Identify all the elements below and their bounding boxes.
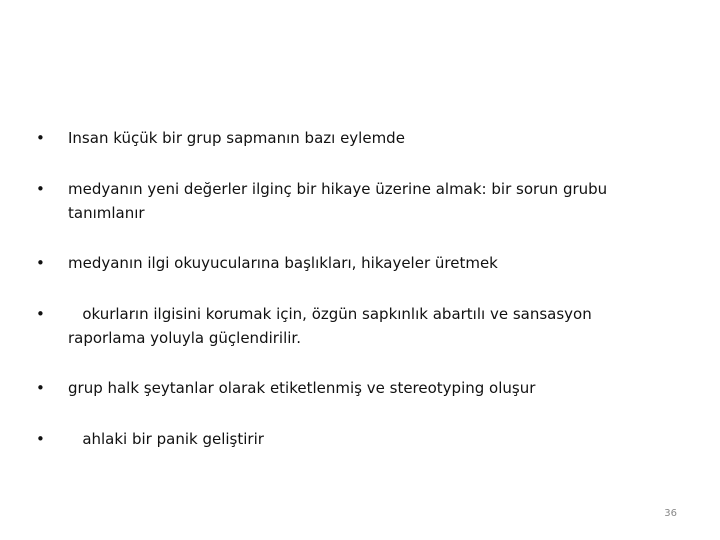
bullet-icon: •: [36, 305, 45, 323]
bullet-item: [36, 177, 636, 225]
page-number: 36: [664, 508, 677, 519]
bullet-icon: •: [36, 379, 45, 397]
bullet-text: okurların ilgisini korumak için, özgün sapkınlık abartılı ve sansasyon raporlama yoluyla güçlendirilir.: [68, 305, 597, 347]
bullet-icon: •: [36, 129, 45, 147]
bullet-text: ahlaki bir panik geliştirir: [68, 430, 264, 448]
bullet-text: grup halk şeytanlar olarak etiketlenmiş ve stereotyping oluşur: [68, 379, 536, 397]
bullet-item: [36, 126, 636, 150]
bullet-icon: •: [36, 180, 45, 198]
bullet-text: medyanın yeni değerler ilginç bir hikaye üzerine almak: bir sorun grubu tanımlanır: [68, 180, 608, 222]
bullet-item: [36, 427, 636, 451]
bullet-item: [36, 251, 636, 275]
bullet-list: [36, 126, 636, 478]
bullet-text: medyanın ilgi okuyucularına başlıkları, hikayeler üretmek: [68, 254, 498, 272]
bullet-icon: •: [36, 254, 45, 272]
bullet-text: Insan küçük bir grup sapmanın bazı eylemde: [68, 129, 405, 147]
bullet-item: [36, 376, 636, 400]
bullet-item: [36, 302, 636, 350]
bullet-icon: •: [36, 430, 45, 448]
